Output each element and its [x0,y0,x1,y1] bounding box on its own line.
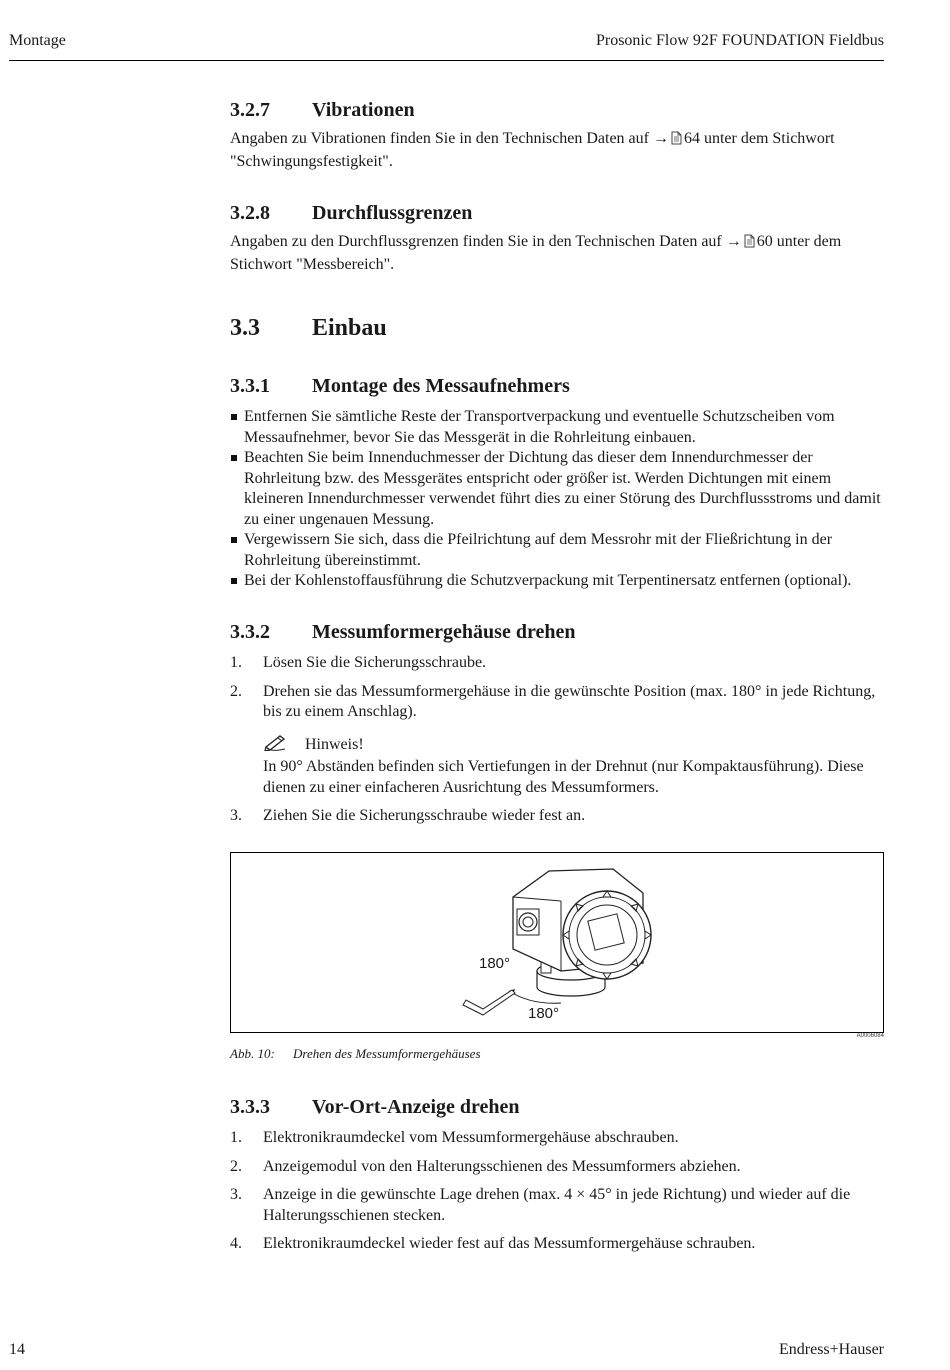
header-rule [9,60,884,61]
page-reference[interactable]: 64 [683,130,700,147]
step-number: 2. [230,1157,242,1175]
list-item-text: Bei der Kohlenstoffausführung die Schutzverpackung mit Terpentinersatz entfernen (optional). [244,572,852,589]
paragraph-text: Angaben zu den Durchflussgrenzen finden Sie in den Technischen Daten auf → [230,233,742,250]
bullet-square-icon [231,455,237,461]
list-item [230,1128,886,1149]
paragraph-text: unter dem Stichwort "Schwingungsfestigkeit". [230,130,835,170]
step-number: 3. [230,807,242,824]
list-item-text: Beachten Sie beim Innenduchmesser der Dichtung das dieser dem Innendurchmesser der Rohrleitung bzw. des Messgerätes entspricht oder größer ist. Werden Dichtungen mit einem kleineren Innendurchmesser verwendet führt dies zu einer Störung des Durchflussstroms und damit zu einer ungenauen Messung. [244,449,881,528]
list-item [230,1185,886,1226]
section-title: Messumformergehäuse drehen [312,621,576,643]
bullet-list [230,407,886,592]
section-heading [230,97,886,123]
step-number: 2. [230,682,242,700]
pencil-icon [263,733,305,758]
list-item-text: Entfernen Sie sämtliche Reste der Transportverpackung und eventuelle Schutzscheiben vom Messaufnehmer, bevor Sie das Messgerät in die Rohrleitung einbauen. [244,408,835,446]
caption-text: Drehen des Messumformergehäuses [293,1046,481,1061]
header-product: Prosonic Flow 92F FOUNDATION Fieldbus [595,32,884,49]
bullet-square-icon [231,414,237,420]
note-header [263,733,886,758]
section-number: 3.2.8 [230,202,270,224]
rotation-label-bottom: 180° [528,1005,560,1022]
section-title: Vor-Ort-Anzeige drehen [312,1096,520,1118]
section-paragraph [230,129,886,172]
footer-brand: Endress+Hauser [779,1341,884,1358]
section-number: 3.3 [230,315,260,341]
header-chapter: Montage [9,32,66,49]
rotation-label-top: 180° [479,955,511,972]
section-number: 3.3.2 [230,621,270,643]
section-3-3-1 [230,373,886,592]
list-item [230,530,886,571]
figure-caption [230,1046,481,1062]
step-text: Elektronikraumdeckel wieder fest auf das Messumformergehäuse schrauben. [263,1235,756,1252]
section-3-3-3 [230,1094,886,1263]
section-number: 3.2.7 [230,99,270,121]
page-number: 14 [9,1341,25,1358]
paragraph-text: Angaben zu Vibrationen finden Sie in den Technischen Daten auf → [230,130,669,147]
section-heading [230,1094,886,1120]
list-item-text: Vergewissern Sie sich, dass die Pfeilrichtung auf dem Messrohr mit der Fließrichtung in der Rohrleitung übereinstimmt. [244,531,833,569]
chapter-heading [230,313,886,343]
step-number: 4. [230,1235,242,1252]
bullet-square-icon [231,537,237,543]
section-3-2-7 [230,97,886,172]
list-item [230,653,886,674]
note-title: Hinweis! [305,735,364,753]
section-number: 3.3.3 [230,1096,270,1118]
section-heading [230,373,886,399]
step-text: Anzeigemodul von den Halterungsschienen des Messumformers abziehen. [263,1157,741,1175]
section-number: 3.3.1 [230,375,270,397]
section-title: Vibrationen [312,99,415,121]
section-heading [230,619,886,645]
section-title: Montage des Messaufnehmers [312,375,570,397]
section-3-2-8 [230,200,886,275]
step-text: Anzeige in die gewünschte Lage drehen (max. 4 × 45° in jede Richtung) und wieder auf die Halterungsschienen stecken. [263,1186,851,1224]
list-item [230,571,886,592]
note-text: In 90° Abständen befinden sich Vertiefungen in der Drehnut (nur Kompaktausführung). Diese dienen zu einer einfacheren Ausrichtung des Messumformers. [263,758,864,796]
caption-label: Abb. 10: [230,1046,275,1061]
step-number: 3. [230,1186,242,1203]
step-number: 1. [230,1129,242,1146]
section-title: Einbau [312,315,387,341]
step-text: Drehen sie das Messumformergehäuse in die gewünschte Position (max. 180° in jede Richtung, bis zu einem Anschlag). [263,682,876,720]
list-item [230,448,886,530]
list-item [230,1234,886,1255]
paragraph-text: unter dem Stichwort "Messbereich". [230,233,842,273]
page-reference-icon [744,234,755,255]
section-3-3-2 [230,619,886,835]
bullet-square-icon [231,578,237,584]
note-box [263,733,886,799]
step-text: Lösen Sie die Sicherungsschraube. [263,654,487,671]
section-paragraph [230,232,886,275]
section-3-3 [230,313,886,343]
figure-code: A0006084 [856,1033,884,1039]
list-item [230,682,886,799]
step-number: 1. [230,654,242,671]
figure-frame [230,852,884,1033]
page-reference-icon [671,131,682,152]
list-item [230,1157,886,1178]
list-item [230,806,886,827]
step-text: Ziehen Sie die Sicherungsschraube wieder fest an. [263,807,586,824]
numbered-list [230,1128,886,1255]
step-text: Elektronikraumdeckel vom Messumformergehäuse abschrauben. [263,1129,679,1146]
page-reference[interactable]: 60 [756,233,773,250]
section-title: Durchflussgrenzen [312,202,473,224]
section-heading [230,200,886,226]
list-item [230,407,886,448]
numbered-list [230,653,886,827]
